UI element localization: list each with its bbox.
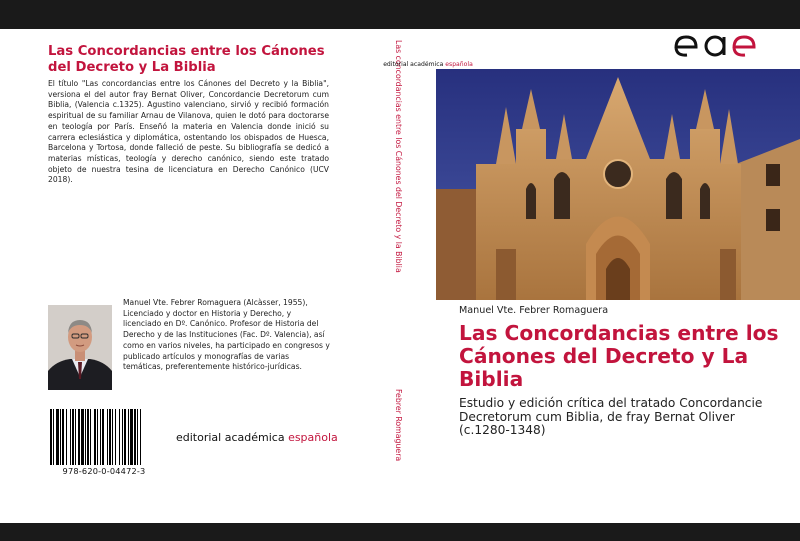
publisher-name-accent: española <box>288 431 338 444</box>
top-border-band <box>0 0 800 29</box>
barcode-icon <box>48 409 160 465</box>
isbn-number: 978-620-0-04472-3 <box>62 466 146 476</box>
cathedral-icon <box>436 69 800 300</box>
eae-logo-icon <box>672 34 758 58</box>
spine-title: Las concordancias entre los Cánones del Decreto y la Biblia <box>394 40 403 273</box>
isbn-barcode <box>48 409 160 465</box>
author-biography: Manuel Vte. Febrer Romaguera (Alcàsser, 1955), Licenciado y doctor en Historia y Derecho, y licenciado en Dº. Canónico. Profesor de Historia del Derecho y de las Instituciones (Fac. Dº. Valencia), así como en varios niveles, ha participado en congresos y publicado artículos y monografías de varias temáticas, preferentemente histórico-jurídicas. <box>123 298 330 372</box>
logo-caption-main: editorial académica <box>383 61 444 68</box>
gothic-cathedral-photo <box>436 69 800 300</box>
back-cover-title: Las Concordancias entre los Cánones del Decreto y La Biblia <box>48 44 325 75</box>
bottom-border-band <box>0 523 800 541</box>
logo-caption-accent: española <box>445 61 473 68</box>
author-portrait-icon <box>48 305 112 390</box>
author-portrait-photo <box>48 305 112 390</box>
front-cover-author: Manuel Vte. Febrer Romaguera <box>459 305 609 316</box>
front-cover-title: Las Concordancias entre los Cánones del Decreto y La Biblia <box>459 321 779 391</box>
front-cover-subtitle: Estudio y edición crítica del tratado Concordancie Decretorum cum Biblia, de fray Bernat Oliver (c.1280-1348) <box>459 396 763 438</box>
logo-caption <box>0 61 800 68</box>
publisher-name-back <box>176 431 338 444</box>
back-cover-blurb: El título "Las concordancias entre los Cánones del Decreto y la Biblia", versiona el del autor fray Bernat Oliver, Concordancie Decretorum cum Biblia, (Valencia c.1325). Agustino valenciano, sirvió y recibió formación espiritual de su familiar Arnau de Vilanova, quien le dotó para doctorarse en teología por París. Enseñó la materia en Valencia donde inició su carrera eclesiástica y diplomática, ostentando los obispados de Huesca, Barcelona y Tortosa, donde falleció de peste. Su bibliografía se dedicó a materias místicas, teología y derecho canónico, siendo este tratado objeto de nuestra tesina de licenciatura en Derecho Canónico (UCV 2018). <box>48 79 329 185</box>
publisher-name-main: editorial académica <box>176 431 285 444</box>
spine-author: Febrer Romaguera <box>394 389 403 462</box>
